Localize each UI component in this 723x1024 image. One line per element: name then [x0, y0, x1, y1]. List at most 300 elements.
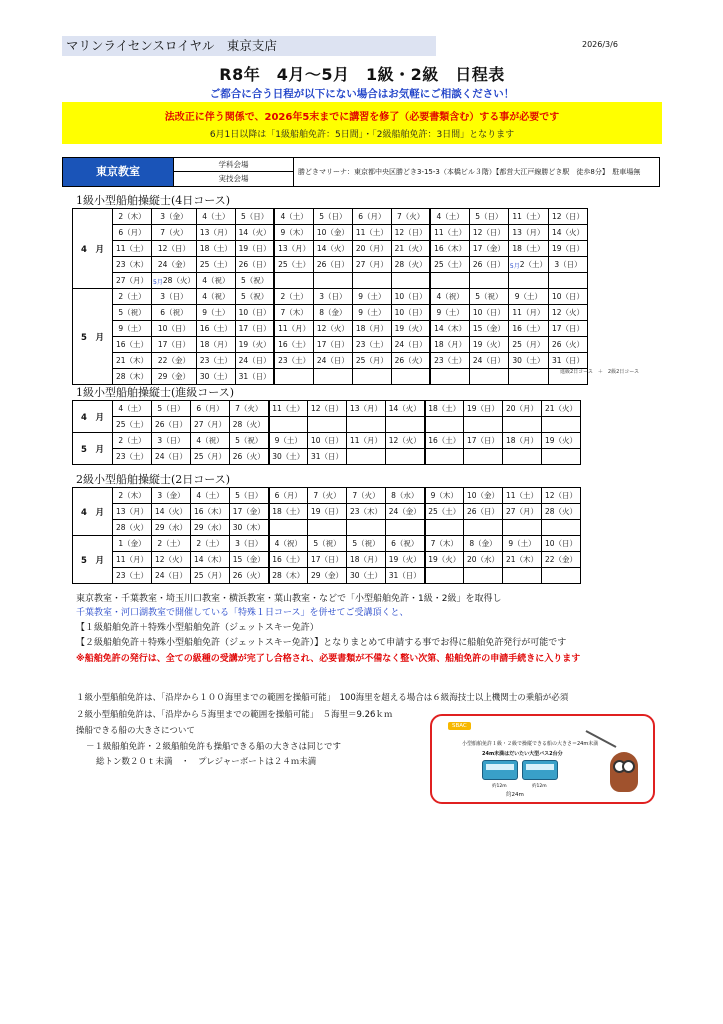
schedule-table — [72, 487, 581, 584]
date-cell: 8（水） — [386, 488, 425, 504]
company-header: マリンライセンスロイヤル 東京支店 — [62, 36, 436, 56]
date-cell: 26（日） — [235, 257, 274, 273]
date-cell: 20（水） — [464, 552, 503, 568]
date-cell: 24（金） — [152, 257, 197, 273]
table-row — [73, 552, 581, 568]
date-cell — [313, 369, 352, 385]
date-cell — [469, 369, 508, 385]
license-info-2: ２級小型船舶免許は、「沿岸から５海里までの範囲を操船可能」 ５海里＝9.26ｋｍ — [76, 710, 393, 720]
date-cell: 23（木） — [347, 504, 386, 520]
venue-table — [62, 157, 660, 187]
date-cell: 26（日） — [313, 257, 352, 273]
date-cell — [386, 417, 425, 433]
date-cell: 12（火） — [548, 305, 587, 321]
notice-line2: 6月1日以降は「1級船舶免許：5日間」・「2級船舶免許：3日間」となります — [209, 130, 515, 140]
date-cell: 16（土） — [113, 337, 152, 353]
date-cell: 8（金） — [313, 305, 352, 321]
date-cell — [425, 568, 464, 584]
date-cell: 4（土） — [430, 209, 469, 225]
date-cell: 23（土） — [113, 568, 152, 584]
date-cell: 13（月） — [113, 504, 152, 520]
date-cell: 21（木） — [503, 552, 542, 568]
table-row — [73, 257, 588, 273]
date-cell: 15（金） — [469, 321, 508, 337]
date-cell: 14（火） — [152, 504, 191, 520]
date-stamp: 2026/3/6 — [582, 40, 618, 49]
license-info-4: －１級船舶免許・２級船舶免許も操船できる船の大きさは同じです — [86, 742, 342, 752]
table-row — [73, 536, 581, 552]
date-cell: 28（火） — [542, 504, 581, 520]
bus-icon — [482, 760, 518, 780]
date-cell: 6（月） — [191, 401, 230, 417]
bus-icon — [522, 760, 558, 780]
date-cell: 14（火） — [235, 225, 274, 241]
date-cell: 11（土） — [508, 209, 548, 225]
date-cell: 17（日） — [152, 337, 197, 353]
date-cell: 10（日） — [152, 321, 197, 337]
date-cell: 16（木） — [191, 504, 230, 520]
table-row — [73, 449, 581, 465]
date-cell: 3（日） — [548, 257, 587, 273]
date-cell: 24（日） — [469, 353, 508, 369]
date-cell — [503, 520, 542, 536]
date-cell — [347, 449, 386, 465]
date-cell: 26（火） — [391, 353, 430, 369]
date-cell: 25（土） — [274, 257, 313, 273]
venue-label-jitsugi: 実技会場 — [173, 172, 293, 186]
date-cell: 4（土） — [274, 209, 313, 225]
paragraph-2: 千葉教室・河口湖教室で開催している「特殊１日コース」を併せてご受講頂くと、 — [76, 608, 409, 618]
date-cell: 24（日） — [152, 568, 191, 584]
date-cell: 12（日） — [548, 209, 587, 225]
date-cell — [430, 273, 469, 289]
date-cell: 16（土） — [274, 337, 313, 353]
table-row — [73, 520, 581, 536]
date-cell — [464, 568, 503, 584]
date-cell: 6（月） — [269, 488, 308, 504]
date-cell: 9（土） — [352, 289, 391, 305]
date-cell: 10（金） — [313, 225, 352, 241]
info-line1: 小型船舶免許１級・２級で操縦できる船の大きさ＝24m未満 — [462, 741, 599, 747]
date-cell: 8（金） — [464, 536, 503, 552]
date-cell: 4（土） — [196, 209, 235, 225]
date-cell: 12（火） — [313, 321, 352, 337]
date-cell: 5（祝） — [235, 273, 274, 289]
date-cell — [313, 273, 352, 289]
table-row — [73, 568, 581, 584]
table-row — [73, 209, 588, 225]
date-cell: 5月28（火） — [152, 273, 197, 289]
date-cell — [308, 520, 347, 536]
date-cell: 17（金） — [469, 241, 508, 257]
date-cell: 5（祝） — [113, 305, 152, 321]
date-cell: 10（日） — [542, 536, 581, 552]
table-row — [73, 417, 581, 433]
date-cell — [430, 369, 469, 385]
date-cell — [425, 449, 464, 465]
date-cell — [269, 520, 308, 536]
date-cell — [352, 273, 391, 289]
date-cell: 18（月） — [196, 337, 235, 353]
date-cell: 11（土） — [269, 401, 308, 417]
date-cell: 25（月） — [191, 449, 230, 465]
boat-size-info-box — [430, 714, 655, 804]
date-cell: 29（水） — [152, 520, 191, 536]
date-cell: 30（土） — [196, 369, 235, 385]
month-mark: 5月 — [509, 263, 520, 270]
date-cell — [503, 568, 542, 584]
section-title: 2級小型船舶操縦士(2日コース) — [76, 473, 231, 486]
date-cell: 17（金） — [230, 504, 269, 520]
date-cell — [269, 417, 308, 433]
date-cell: 5（日） — [235, 209, 274, 225]
license-info-1: １級小型船舶免許は、「沿岸から１００海里までの範囲を操船可能」 100海里を超える場合は６級海技士以上機関士の乗船が必須 — [76, 693, 569, 703]
date-cell: 26（日） — [469, 257, 508, 273]
date-cell: 9（土） — [503, 536, 542, 552]
date-cell — [274, 273, 313, 289]
date-cell: 17（日） — [464, 433, 503, 449]
venue-label-gakka: 学科会場 — [173, 158, 293, 172]
date-cell: 23（木） — [113, 257, 152, 273]
date-cell: 18（土） — [508, 241, 548, 257]
date-cell: 22（金） — [542, 552, 581, 568]
date-cell: 9（土） — [269, 433, 308, 449]
venue-name: 東京教室 — [63, 158, 173, 186]
date-cell: 9（土） — [508, 289, 548, 305]
date-cell — [347, 520, 386, 536]
date-cell: 13（月） — [347, 401, 386, 417]
date-cell: 26（日） — [152, 417, 191, 433]
date-cell: 27（月） — [503, 504, 542, 520]
date-cell: 23（土） — [274, 353, 313, 369]
date-cell: 6（月） — [113, 225, 152, 241]
date-cell: 28（火） — [113, 520, 152, 536]
date-cell — [542, 520, 581, 536]
date-cell: 23（土） — [352, 337, 391, 353]
date-cell — [508, 273, 548, 289]
date-cell: 3（日） — [230, 536, 269, 552]
date-cell: 25（土） — [196, 257, 235, 273]
date-cell: 11（土） — [503, 488, 542, 504]
date-cell: 4（土） — [113, 401, 152, 417]
date-cell: 11（土） — [352, 225, 391, 241]
date-cell: 19（火） — [391, 321, 430, 337]
date-cell — [464, 520, 503, 536]
date-cell: 2（木） — [113, 209, 152, 225]
date-cell: 15（金） — [230, 552, 269, 568]
date-cell — [308, 417, 347, 433]
total-length: 約24m — [506, 792, 524, 798]
date-cell: 13（月） — [196, 225, 235, 241]
date-cell: 4（祝） — [430, 289, 469, 305]
date-cell: 24（金） — [386, 504, 425, 520]
date-cell: 26（火） — [230, 568, 269, 584]
date-cell: 19（火） — [235, 337, 274, 353]
date-cell: 9（木） — [425, 488, 464, 504]
date-cell: 21（火） — [542, 401, 581, 417]
date-cell: 29（金） — [308, 568, 347, 584]
date-cell: 25（土） — [425, 504, 464, 520]
date-cell: 12（日） — [542, 488, 581, 504]
date-cell: 6（月） — [352, 209, 391, 225]
date-cell: 24（日） — [313, 353, 352, 369]
date-cell: 2（土） — [152, 536, 191, 552]
date-cell: 26（日） — [464, 504, 503, 520]
page-title: R8年 4月～5月 1級・2級 日程表 — [219, 65, 505, 84]
date-cell — [464, 417, 503, 433]
table-row — [73, 504, 581, 520]
date-cell: 27（月） — [191, 417, 230, 433]
date-cell: 24（日） — [391, 337, 430, 353]
course-note: 進級2日コース ＋ 2級2日コース — [560, 369, 640, 375]
date-cell: 13（月） — [508, 225, 548, 241]
date-cell: 16（木） — [430, 241, 469, 257]
date-cell: 10（金） — [464, 488, 503, 504]
license-info-5: 総トン数２０ｔ未満 ・ プレジャーボートは２４ｍ未満 — [96, 757, 317, 767]
date-cell: 12（日） — [308, 401, 347, 417]
date-cell: 17（日） — [548, 321, 587, 337]
date-cell: 14（火） — [386, 401, 425, 417]
date-cell: 19（日） — [548, 241, 587, 257]
date-cell: 12（火） — [386, 433, 425, 449]
date-cell: 17（日） — [313, 337, 352, 353]
date-cell: 23（土） — [430, 353, 469, 369]
date-cell: 7（火） — [230, 401, 269, 417]
date-cell: 12（日） — [469, 225, 508, 241]
date-cell: 3（日） — [152, 289, 197, 305]
date-cell — [542, 449, 581, 465]
date-cell: 7（火） — [347, 488, 386, 504]
paragraph-4: 【２級船舶免許＋特殊小型船舶免許（ジェットスキー免許）】となりまとめて申請する事でお得に船舶免許発行が可能です — [76, 638, 567, 648]
date-cell — [503, 449, 542, 465]
schedule-table — [72, 400, 581, 465]
date-cell: 4（祝） — [196, 289, 235, 305]
date-cell — [386, 449, 425, 465]
date-cell: 14（木） — [191, 552, 230, 568]
date-cell: 17（日） — [235, 321, 274, 337]
table-row — [73, 305, 588, 321]
month-label: 5 月 — [73, 289, 113, 385]
venue-address: 勝どきマリーナ：東京都中央区勝どき3-15-3（本橋ビル３階）【都営大江戸線勝どき駅 徒歩8分】 駐車場無 — [293, 158, 659, 186]
date-cell — [508, 369, 548, 385]
date-cell: 7（火） — [308, 488, 347, 504]
date-cell: 16（土） — [508, 321, 548, 337]
table-row — [73, 337, 588, 353]
date-cell: 16（土） — [425, 433, 464, 449]
date-cell: 4（祝） — [196, 273, 235, 289]
date-cell: 28（木） — [269, 568, 308, 584]
date-cell: 30（土） — [508, 353, 548, 369]
date-cell: 16（土） — [196, 321, 235, 337]
date-cell: 11（月） — [113, 552, 152, 568]
date-cell: 29（金） — [152, 369, 197, 385]
month-label: 5 月 — [73, 433, 113, 465]
date-cell: 24（日） — [235, 353, 274, 369]
date-cell: 23（土） — [196, 353, 235, 369]
date-cell: 11（月） — [508, 305, 548, 321]
date-cell: 21（木） — [113, 353, 152, 369]
date-cell: 2（土） — [274, 289, 313, 305]
date-cell: 14（火） — [548, 225, 587, 241]
date-cell: 5（日） — [469, 209, 508, 225]
month-mark: 5月 — [153, 279, 163, 286]
date-cell: 30（土） — [347, 568, 386, 584]
date-cell: 11（月） — [274, 321, 313, 337]
date-cell: 29（水） — [191, 520, 230, 536]
date-cell: 9（土） — [352, 305, 391, 321]
date-cell: 5（日） — [230, 488, 269, 504]
paragraph-1: 東京教室・千葉教室・埼玉川口教室・横浜教室・葉山教室・などで「小型船舶免許・1級・2級」を取得し — [76, 594, 502, 604]
date-cell: 14（木） — [430, 321, 469, 337]
date-cell: 10（日） — [235, 305, 274, 321]
date-cell — [352, 369, 391, 385]
date-cell: 19（日） — [235, 241, 274, 257]
date-cell: 2（土） — [113, 433, 152, 449]
date-cell: 19（日） — [464, 401, 503, 417]
date-cell: 19（火） — [542, 433, 581, 449]
date-cell: 25（土） — [430, 257, 469, 273]
date-cell: 25（月） — [352, 353, 391, 369]
date-cell: 18（月） — [503, 433, 542, 449]
date-cell: 19（火） — [425, 552, 464, 568]
date-cell: 19（日） — [308, 504, 347, 520]
date-cell: 14（火） — [313, 241, 352, 257]
date-cell: 17（日） — [308, 552, 347, 568]
date-cell: 10（日） — [548, 289, 587, 305]
date-cell: 5（祝） — [469, 289, 508, 305]
date-cell — [542, 417, 581, 433]
date-cell: 18（土） — [196, 241, 235, 257]
date-cell: 26（火） — [548, 337, 587, 353]
date-cell: 12（日） — [152, 241, 197, 257]
date-cell: 9（土） — [113, 321, 152, 337]
date-cell: 6（祝） — [386, 536, 425, 552]
date-cell: 13（月） — [274, 241, 313, 257]
date-cell: 21（火） — [391, 241, 430, 257]
section-title: 1級小型船舶操縦士(進級コース) — [76, 386, 235, 399]
date-cell: 20（月） — [503, 401, 542, 417]
date-cell: 28（木） — [113, 369, 152, 385]
date-cell: 20（月） — [352, 241, 391, 257]
date-cell: 23（土） — [113, 449, 152, 465]
date-cell — [391, 369, 430, 385]
month-label: 4 月 — [73, 209, 113, 289]
table-row — [73, 401, 581, 417]
date-cell: 5（祝） — [308, 536, 347, 552]
bus2-length: 約12m — [532, 784, 547, 789]
date-cell: 9（土） — [196, 305, 235, 321]
date-cell: 5月2（土） — [508, 257, 548, 273]
date-cell: 25（土） — [113, 417, 152, 433]
date-cell: 3（日） — [313, 289, 352, 305]
date-cell: 7（火） — [391, 209, 430, 225]
date-cell: 31（日） — [548, 353, 587, 369]
date-cell: 5（日） — [152, 401, 191, 417]
table-row — [73, 369, 588, 385]
date-cell: 2（土） — [113, 289, 152, 305]
date-cell: 2（木） — [113, 488, 152, 504]
date-cell — [469, 273, 508, 289]
date-cell — [548, 273, 587, 289]
date-cell: 5（祝） — [347, 536, 386, 552]
table-row — [73, 225, 588, 241]
date-cell: 11（土） — [430, 225, 469, 241]
date-cell: 30（土） — [269, 449, 308, 465]
date-cell: 4（祝） — [191, 433, 230, 449]
table-row — [73, 433, 581, 449]
owl-mascot-icon — [610, 752, 638, 792]
date-cell — [503, 417, 542, 433]
info-tag: SBAC — [448, 722, 471, 730]
date-cell: 12（日） — [391, 225, 430, 241]
date-cell — [274, 369, 313, 385]
date-cell — [542, 568, 581, 584]
date-cell: 25（月） — [508, 337, 548, 353]
date-cell: 7（木） — [425, 536, 464, 552]
date-cell: 19（火） — [469, 337, 508, 353]
date-cell — [425, 417, 464, 433]
date-cell: 31（日） — [386, 568, 425, 584]
date-cell: 9（木） — [274, 225, 313, 241]
date-cell — [391, 273, 430, 289]
date-cell: 18（月） — [430, 337, 469, 353]
date-cell: 26（火） — [230, 449, 269, 465]
date-cell: 24（日） — [152, 449, 191, 465]
date-cell: 10（日） — [391, 305, 430, 321]
date-cell: 7（木） — [274, 305, 313, 321]
date-cell — [347, 417, 386, 433]
date-cell — [464, 449, 503, 465]
notice-line1: 法改正に伴う関係で、2026年5末までに講習を修了（必要書類含む）する事が必要です — [164, 112, 560, 123]
date-cell: 28（火） — [391, 257, 430, 273]
date-cell: 12（火） — [152, 552, 191, 568]
date-cell — [386, 520, 425, 536]
license-info-3: 操船できる船の大きさについて — [76, 726, 195, 736]
date-cell — [425, 520, 464, 536]
date-cell: 18（月） — [352, 321, 391, 337]
date-cell: 5（祝） — [235, 289, 274, 305]
date-cell: 3（金） — [152, 209, 197, 225]
date-cell: 18（土） — [425, 401, 464, 417]
date-cell: 31（日） — [308, 449, 347, 465]
date-cell: 22（金） — [152, 353, 197, 369]
date-cell: 25（月） — [191, 568, 230, 584]
paragraph-5: ※船舶免許の発行は、全ての級種の受講が完了し合格され、必要書類が不備なく整い次第、船舶免許の申請手続きに入ります — [76, 654, 581, 664]
month-label: 4 月 — [73, 401, 113, 433]
date-cell: 3（金） — [152, 488, 191, 504]
paragraph-3: 【１級船舶免許＋特殊小型船舶免許（ジェットスキー免許） — [76, 623, 319, 633]
table-row — [73, 273, 588, 289]
date-cell: 18（月） — [347, 552, 386, 568]
date-cell: 10（日） — [308, 433, 347, 449]
bus1-length: 約12m — [492, 784, 507, 789]
date-cell: 7（火） — [152, 225, 197, 241]
date-cell: 19（火） — [386, 552, 425, 568]
date-cell: 10（日） — [469, 305, 508, 321]
month-label: 5 月 — [73, 536, 113, 584]
date-cell: 30（木） — [230, 520, 269, 536]
table-row — [73, 241, 588, 257]
date-cell: 2（土） — [191, 536, 230, 552]
date-cell: 16（土） — [269, 552, 308, 568]
date-cell: 10（日） — [391, 289, 430, 305]
info-line2: 24m未満はだいたい大型バス2台分 — [482, 751, 563, 757]
date-cell: 9（土） — [430, 305, 469, 321]
date-cell: 5（日） — [313, 209, 352, 225]
date-cell: 28（火） — [230, 417, 269, 433]
date-cell: 18（土） — [269, 504, 308, 520]
table-row — [73, 353, 588, 369]
